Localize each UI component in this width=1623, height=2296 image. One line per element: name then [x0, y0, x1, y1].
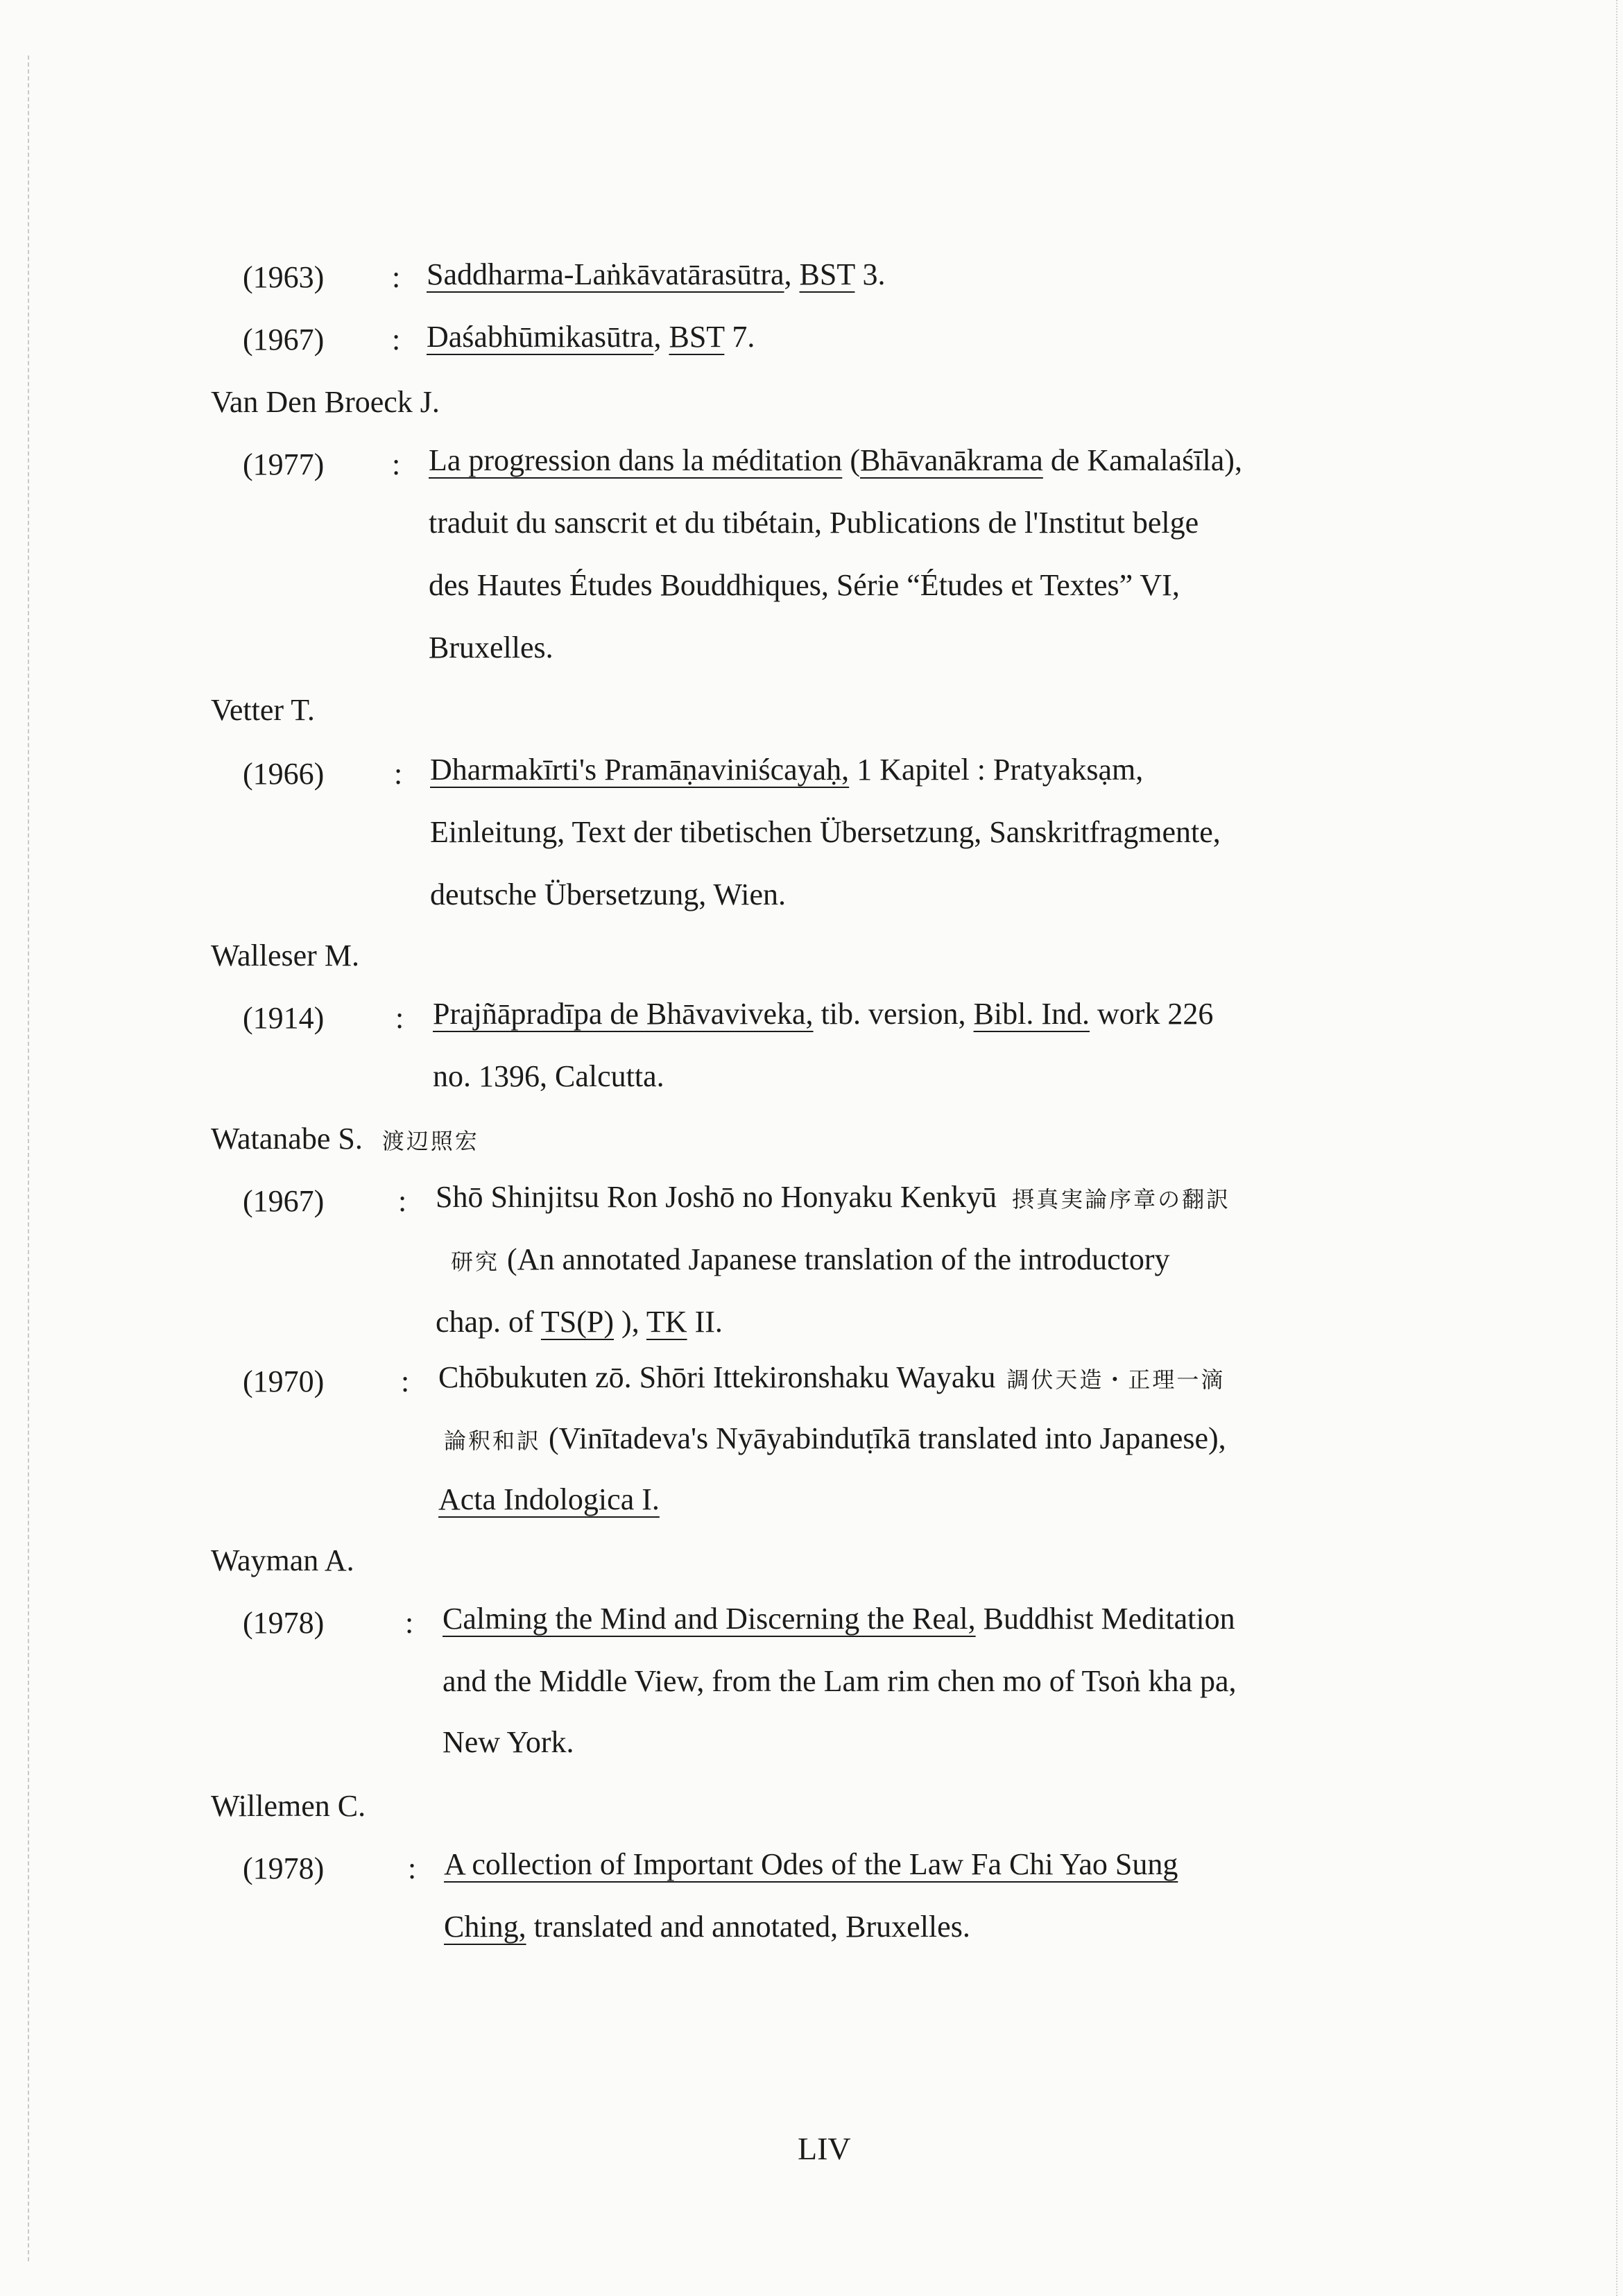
romanized-title: Shō Shinjitsu Ron Joshō no Honyaku Kenkyū: [436, 1180, 997, 1214]
entry-year: (1914): [243, 1001, 325, 1035]
entry-line: New York.: [443, 1725, 574, 1759]
entry-colon: :: [392, 447, 401, 481]
entry-rest: work 226: [1090, 997, 1214, 1031]
work-title-cont: Ching,: [444, 1910, 526, 1944]
entry-rest: Buddhist Meditation: [975, 1602, 1235, 1636]
romanized-title: Chōbukuten zō. Shōri Ittekironshaku Wayaku: [438, 1360, 996, 1394]
work-title: La progression dans la méditation: [429, 443, 843, 477]
work-title-2: Bhāvanākrama: [859, 443, 1043, 477]
entry-colon: :: [408, 1851, 417, 1885]
entry-line: deutsche Übersetzung, Wien.: [430, 877, 787, 911]
scan-edge-left: [28, 55, 29, 2261]
japanese-title-cont: 論釈和訳: [444, 1428, 542, 1454]
series-title: Bibl. Ind.: [973, 997, 1090, 1031]
series-title: TS(P): [540, 1305, 615, 1339]
work-title: Daśabhūmikasūtra: [427, 320, 654, 354]
entry-text: ),: [614, 1305, 646, 1339]
entry-rest: de Kamalaśīla),: [1042, 443, 1242, 477]
series-title: BST: [799, 257, 855, 291]
entry-line: [444, 1845, 1178, 1884]
entry-line: Bruxelles.: [429, 631, 553, 665]
entry-colon: :: [398, 1184, 407, 1218]
author-cjk: 渡辺照宏: [381, 1128, 479, 1154]
entry-line: traduit du sanscrit et du tibétain, Publications de l'Institut belge: [429, 506, 1199, 540]
entry-text: II.: [687, 1305, 723, 1339]
entry-colon: :: [392, 323, 401, 357]
entry-rest: 7.: [724, 320, 755, 354]
series-title: TK: [646, 1305, 687, 1339]
series-title: BST: [669, 320, 725, 354]
entry-rest: translated and annotated, Bruxelles.: [526, 1910, 970, 1944]
work-title: A collection of Important Odes of the Law Fa Chi Yao Sung: [444, 1847, 1178, 1881]
author-name: [211, 1120, 479, 1160]
work-title: Calming the Mind and Discerning the Real,: [443, 1602, 976, 1636]
work-title: Prajñāpradīpa de Bhāvaviveka,: [433, 997, 814, 1031]
entry-colon: :: [394, 757, 403, 791]
entry-colon: :: [401, 1364, 410, 1398]
author-name: Van Den Broeck J.: [211, 385, 440, 419]
entry-mid: tib. version,: [813, 997, 974, 1031]
scan-edge-right: [1616, 0, 1617, 2296]
entry-year: (1978): [243, 1606, 325, 1640]
entry-year: (1977): [243, 447, 325, 481]
entry-year: (1967): [243, 1184, 325, 1218]
author-name: Wayman A.: [211, 1543, 354, 1577]
page-number: LIV: [798, 2131, 851, 2166]
japanese-title: 摂真実論序章の翻訳: [1012, 1186, 1231, 1213]
entry-colon: :: [392, 260, 401, 294]
author-name: Walleser M.: [211, 939, 359, 973]
entry-line: [427, 318, 755, 357]
entry-year: (1970): [243, 1364, 325, 1398]
separator: ,: [784, 257, 800, 291]
entry-line: and the Middle View, from the Lam rim chen mo of Tsoṅ kha pa,: [443, 1664, 1237, 1698]
entry-line: [443, 1600, 1235, 1638]
entry-text: chap. of: [436, 1305, 541, 1339]
entry-colon: :: [405, 1606, 414, 1640]
entry-line-text: (Vinītadeva's Nyāyabinduṭīkā translated into Japanese),: [541, 1421, 1226, 1455]
entry-year: (1966): [243, 757, 325, 791]
entry-line: [429, 441, 1242, 480]
entry-line: [427, 255, 885, 294]
entry-line: [444, 1419, 1226, 1460]
entry-year: (1978): [243, 1851, 325, 1885]
entry-line: [436, 1178, 1230, 1219]
entry-line: [444, 1908, 970, 1946]
entry-line: [451, 1240, 1170, 1281]
entry-line: [430, 751, 1143, 789]
entry-rest: 1 Kapitel : Pratyaksạm,: [849, 753, 1144, 787]
entry-year: (1967): [243, 323, 325, 357]
japanese-title: 調伏天造・正理一滴: [1006, 1367, 1226, 1393]
journal-title: Acta Indologica I.: [438, 1482, 660, 1516]
japanese-title-cont: 研究: [451, 1249, 500, 1275]
entry-colon: :: [395, 1001, 404, 1035]
author-name: Willemen C.: [211, 1789, 366, 1823]
entry-line: [433, 995, 1213, 1034]
entry-line-text: (An annotated Japanese translation of the introductory: [499, 1242, 1170, 1276]
work-title: Saddharma-Laṅkāvatārasūtra: [427, 257, 784, 291]
entry-line: [436, 1303, 723, 1342]
separator: ,: [653, 320, 669, 354]
entry-line: Einleitung, Text der tibetischen Übersetzung, Sanskritfragmente,: [430, 815, 1221, 849]
entry-rest: 3.: [855, 257, 886, 291]
paren: (: [842, 443, 860, 477]
entry-line: no. 1396, Calcutta.: [433, 1059, 664, 1093]
work-title: Dharmakīrti's Pramāṇaviniścayaḥ,: [430, 753, 850, 787]
author-latin: Watanabe S.: [211, 1122, 363, 1156]
author-name: Vetter T.: [211, 693, 315, 727]
entry-line: des Hautes Études Bouddhiques, Série “Études et Textes” VI,: [429, 568, 1180, 602]
entry-year: (1963): [243, 260, 325, 294]
entry-line: [438, 1358, 1225, 1399]
entry-line: [438, 1480, 660, 1519]
